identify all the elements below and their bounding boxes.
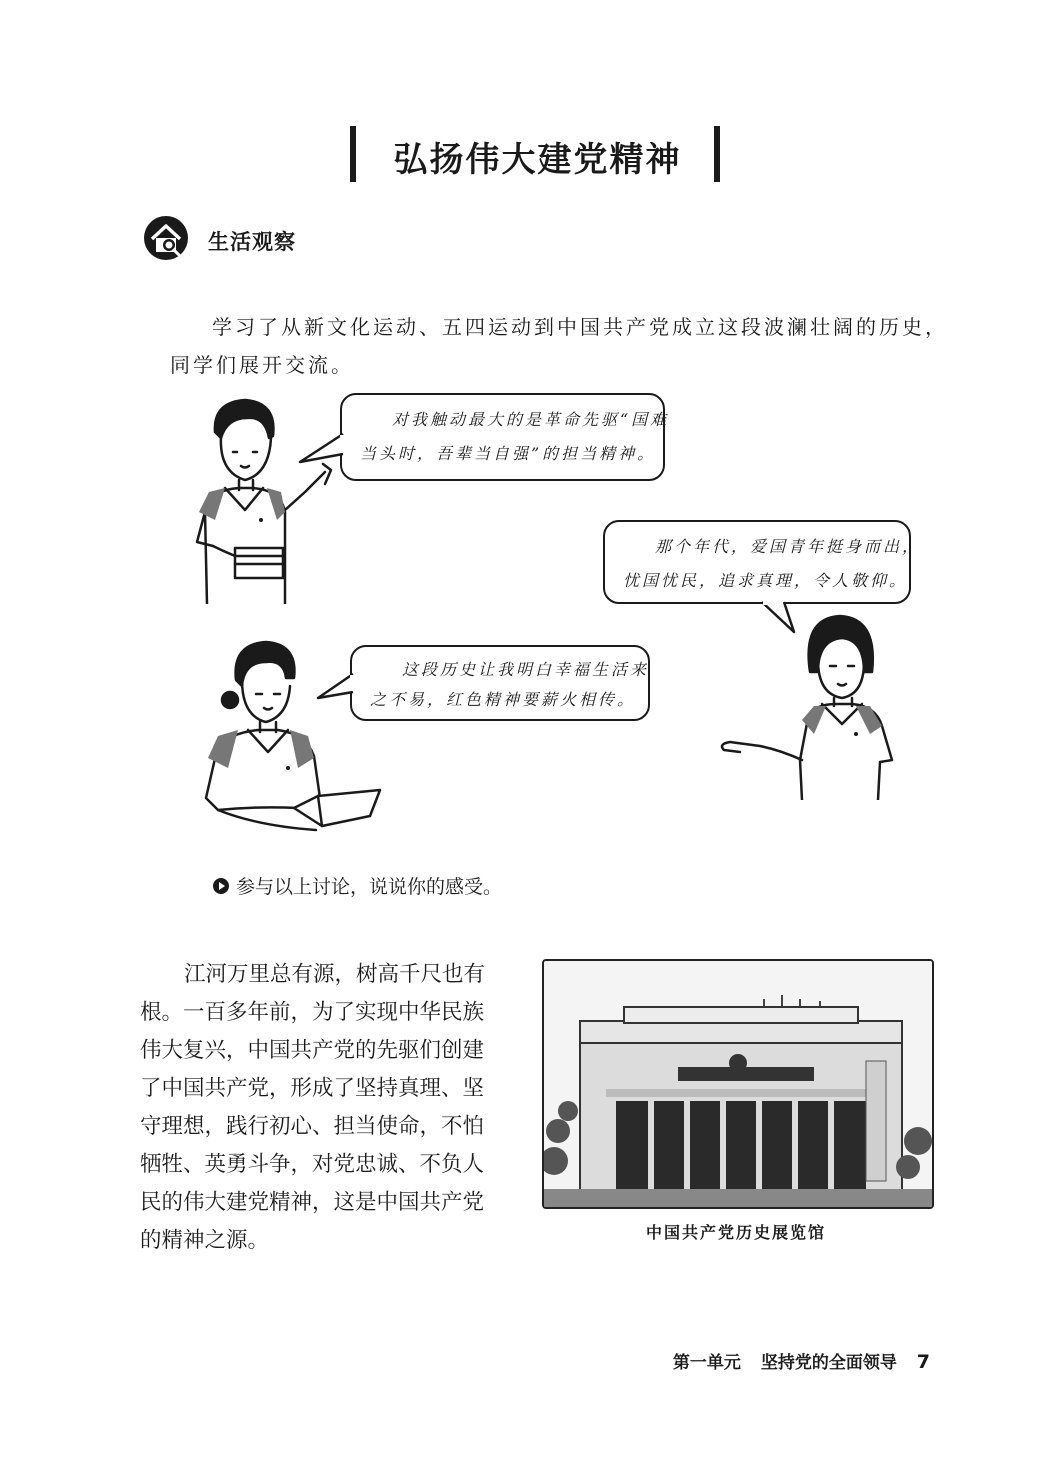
discussion-prompt bbox=[212, 872, 502, 899]
title-bar-left bbox=[350, 126, 356, 182]
body-line-6: 牺牲、英勇斗争，对党忠诚、不负人 bbox=[140, 1152, 485, 1177]
girl-gesturing-illustration bbox=[710, 610, 905, 800]
page-title: 弘扬伟大建党精神 bbox=[393, 140, 682, 180]
body-line-3: 伟大复兴，中国共产党的先驱们创建 bbox=[140, 1038, 485, 1063]
speech-bubble-2 bbox=[603, 520, 922, 604]
bubble-1-line-2: 当头时，吾辈当自强”的担当精神。 bbox=[360, 444, 657, 463]
bubble-2-line-1: 那个年代，爱国青年挺身而出， bbox=[655, 537, 922, 556]
body-paragraph bbox=[140, 956, 525, 1260]
body-line-2: 根。一百多年前，为了实现中华民族 bbox=[140, 1000, 485, 1025]
museum-building-image bbox=[544, 961, 932, 1207]
footer-unit-title: 坚持党的全面领导 bbox=[760, 1353, 897, 1373]
prompt-text: 参与以上讨论，说说你的感受。 bbox=[236, 876, 503, 898]
section-label: 生活观察 bbox=[208, 230, 296, 254]
title-bar-right bbox=[714, 126, 720, 182]
play-circle-icon bbox=[212, 877, 230, 895]
boy-student-illustration bbox=[185, 392, 345, 604]
page-footer bbox=[673, 1348, 930, 1373]
body-line-4: 了中国共产党，形成了坚持真理、坚 bbox=[140, 1076, 485, 1101]
house-magnifier-icon bbox=[142, 214, 190, 262]
bubble-1-line-1: 对我触动最大的是革命先驱“国难 bbox=[392, 410, 670, 429]
intro-line-2: 同学们展开交流。 bbox=[170, 353, 354, 377]
museum-photo bbox=[542, 959, 934, 1209]
body-line-5: 守理想，践行初心、担当使命，不怕 bbox=[140, 1114, 485, 1139]
body-line-1: 江河万里总有源，树高千尺也有 bbox=[184, 962, 486, 987]
body-line-7: 民的伟大建党精神，这是中国共产党 bbox=[140, 1190, 485, 1215]
speech-bubble-3 bbox=[350, 645, 650, 721]
body-line-8: 的精神之源。 bbox=[140, 1228, 270, 1253]
intro-line-1: 学习了从新文化运动、五四运动到中国共产党成立这段波澜壮阔的历史， bbox=[212, 315, 948, 339]
girl-reading-illustration bbox=[198, 630, 383, 835]
page-number: 7 bbox=[916, 1351, 930, 1373]
bubble-3-line-1: 这段历史让我明白幸福生活来 bbox=[402, 660, 650, 679]
bubble-3-line-2: 之不易，红色精神要薪火相传。 bbox=[370, 690, 637, 709]
bubble-2-line-2: 忧国忧民，追求真理，令人敬仰。 bbox=[623, 571, 909, 590]
speech-bubble-1 bbox=[340, 393, 670, 481]
footer-unit: 第一单元 bbox=[672, 1353, 741, 1373]
photo-caption: 中国共产党历史展览馆 bbox=[645, 1223, 826, 1242]
